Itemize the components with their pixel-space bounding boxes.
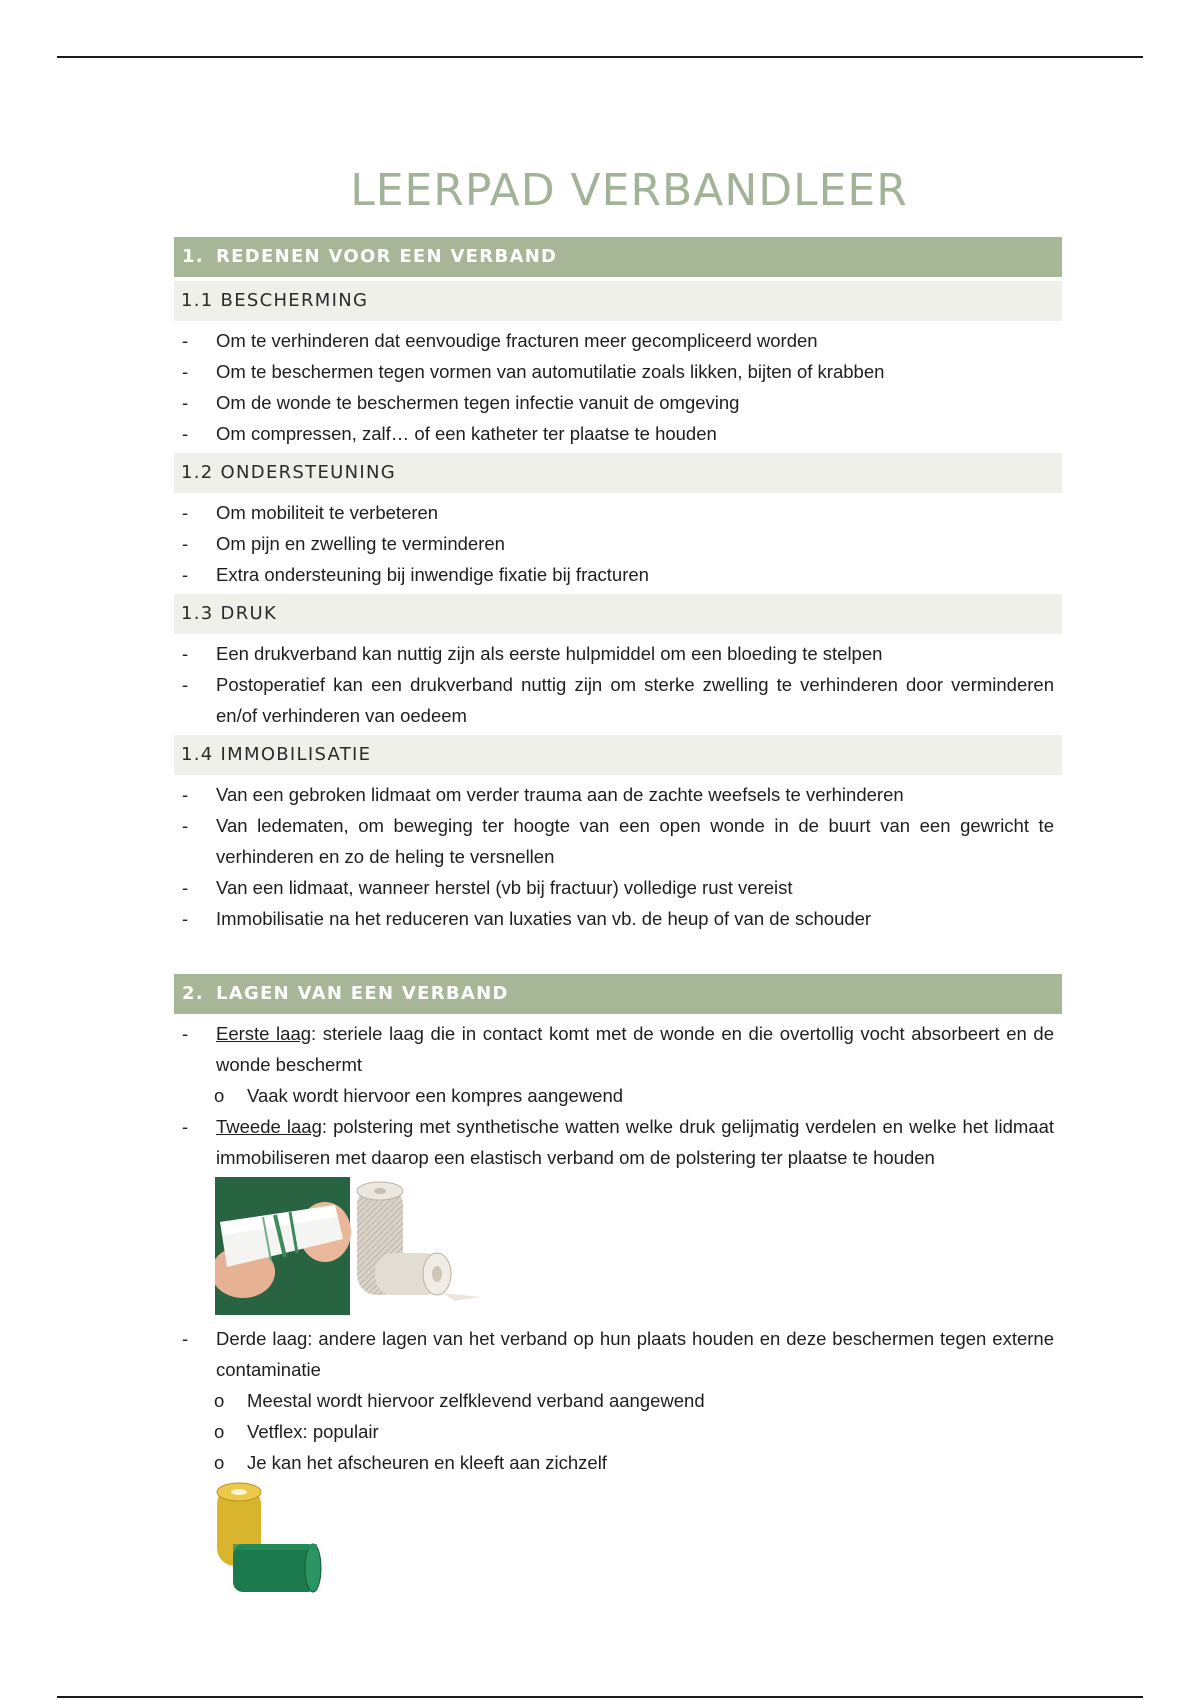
section-heading-1 — [174, 237, 1062, 277]
dash-bullet: - — [182, 815, 189, 836]
subsection-heading-1-2: 1.2 ONDERSTEUNING — [174, 453, 1062, 493]
section-number: 1. — [182, 246, 204, 267]
dash-bullet: - — [182, 908, 189, 929]
document-body — [174, 165, 1062, 1600]
list-item: - Postoperatief kan een drukverband nuttig zijn om sterke zwelling te verhinderen door verminderen en/of verhinderen van oedeem — [174, 669, 1062, 731]
dash-bullet: - — [182, 423, 189, 444]
dash-bullet: - — [182, 674, 189, 695]
top-rule — [57, 56, 1143, 58]
list-item: - Om te verhinderen dat eenvoudige fracturen meer gecompliceerd worden — [174, 325, 1062, 356]
list-item: - Om te beschermen tegen vormen van automutilatie zoals likken, bijten of krabben — [174, 356, 1062, 387]
section-number: 2. — [182, 983, 204, 1004]
bullet-list — [174, 325, 1062, 449]
list-item-layer-2: - Tweede laag: polstering met synthetische watten welke druk gelijmatig verdelen en welke het lidmaat immobiliseren met daarop een elastisch verband om de polstering ter plaatse te houden — [174, 1111, 1062, 1173]
dash-bullet: - — [182, 1023, 189, 1044]
dash-bullet: - — [182, 392, 189, 413]
list-item: - Van ledematen, om beweging ter hoogte van een open wonde in de buurt van een gewricht te verhinderen en zo de heling te versnellen — [174, 810, 1062, 872]
dash-bullet: - — [182, 877, 189, 898]
dash-bullet: - — [182, 564, 189, 585]
list-item: - Om compressen, zalf… of een katheter ter plaatse te houden — [174, 418, 1062, 449]
subsection-heading-1-1: 1.1 BESCHERMING — [174, 281, 1062, 321]
list-item-layer-1: - Eerste laag: steriele laag die in contact komt met de wonde en die overtollig vocht absorbeert en de wonde beschermt o Vaak wordt hiervoor een kompres aangewend — [174, 1018, 1062, 1111]
dash-bullet: - — [182, 502, 189, 523]
dash-bullet: - — [182, 330, 189, 351]
sub-list-item: o Vetflex: populair — [174, 1416, 1054, 1447]
list-item: - Om mobiliteit te verbeteren — [174, 497, 1062, 528]
section-title: LAGEN VAN EEN VERBAND — [216, 983, 509, 1004]
subsection-heading-1-3: 1.3 DRUK — [174, 594, 1062, 634]
sub-list — [216, 1080, 1054, 1111]
sub-list-item: o Meestal wordt hiervoor zelfklevend verband aangewend — [174, 1385, 1054, 1416]
circle-bullet: o — [214, 1085, 225, 1106]
dash-bullet: - — [182, 784, 189, 805]
vetflex-bandage-photo — [215, 1482, 1062, 1600]
circle-bullet: o — [214, 1421, 225, 1442]
bullet-list — [174, 638, 1062, 731]
dash-bullet: - — [182, 643, 189, 664]
circle-bullet: o — [214, 1390, 225, 1411]
sub-list-item: o Vaak wordt hiervoor een kompres aangewend — [174, 1080, 1054, 1111]
subsection-heading-1-4: 1.4 IMMOBILISATIE — [174, 735, 1062, 775]
self-adhesive-bandage-image — [215, 1482, 325, 1598]
page-title: LEERPAD VERBANDLEER — [350, 165, 908, 216]
section-heading-2 — [174, 974, 1062, 1014]
layer-label: Eerste laag — [216, 1023, 312, 1044]
dash-bullet: - — [182, 1328, 189, 1349]
bullet-list — [174, 779, 1062, 934]
dash-bullet: - — [182, 1116, 189, 1137]
padding-bandage-image — [215, 1177, 495, 1317]
sub-list — [216, 1385, 1054, 1478]
list-item: - Een drukverband kan nuttig zijn als eerste hulpmiddel om een bloeding te stelpen — [174, 638, 1062, 669]
section-title: REDENEN VOOR EEN VERBAND — [216, 246, 558, 267]
bandage-padding-photo — [215, 1177, 1062, 1317]
list-item: - Om de wonde te beschermen tegen infectie vanuit de omgeving — [174, 387, 1062, 418]
list-item: - Van een gebroken lidmaat om verder trauma aan de zachte weefsels te verhinderen — [174, 779, 1062, 810]
dash-bullet: - — [182, 361, 189, 382]
list-item: - Van een lidmaat, wanneer herstel (vb bij fractuur) volledige rust vereist — [174, 872, 1062, 903]
list-item-layer-3: - Derde laag: andere lagen van het verband op hun plaats houden en deze beschermen tegen externe contaminatie o Meestal wordt hiervoor zelfklevend verband aangewend o Vetflex: populair o Je kan het afscheuren en kleeft aan zichzelf — [174, 1323, 1062, 1478]
layers-list-continued — [174, 1323, 1062, 1478]
bottom-rule — [57, 1696, 1143, 1698]
layer-label: Tweede laag — [216, 1116, 322, 1137]
sub-list-item: o Je kan het afscheuren en kleeft aan zichzelf — [174, 1447, 1054, 1478]
dash-bullet: - — [182, 533, 189, 554]
layers-list — [174, 1018, 1062, 1173]
circle-bullet: o — [214, 1452, 225, 1473]
list-item: - Immobilisatie na het reduceren van luxaties van vb. de heup of van de schouder — [174, 903, 1062, 934]
list-item: - Om pijn en zwelling te verminderen — [174, 528, 1062, 559]
list-item: - Extra ondersteuning bij inwendige fixatie bij fracturen — [174, 559, 1062, 590]
bullet-list — [174, 497, 1062, 590]
